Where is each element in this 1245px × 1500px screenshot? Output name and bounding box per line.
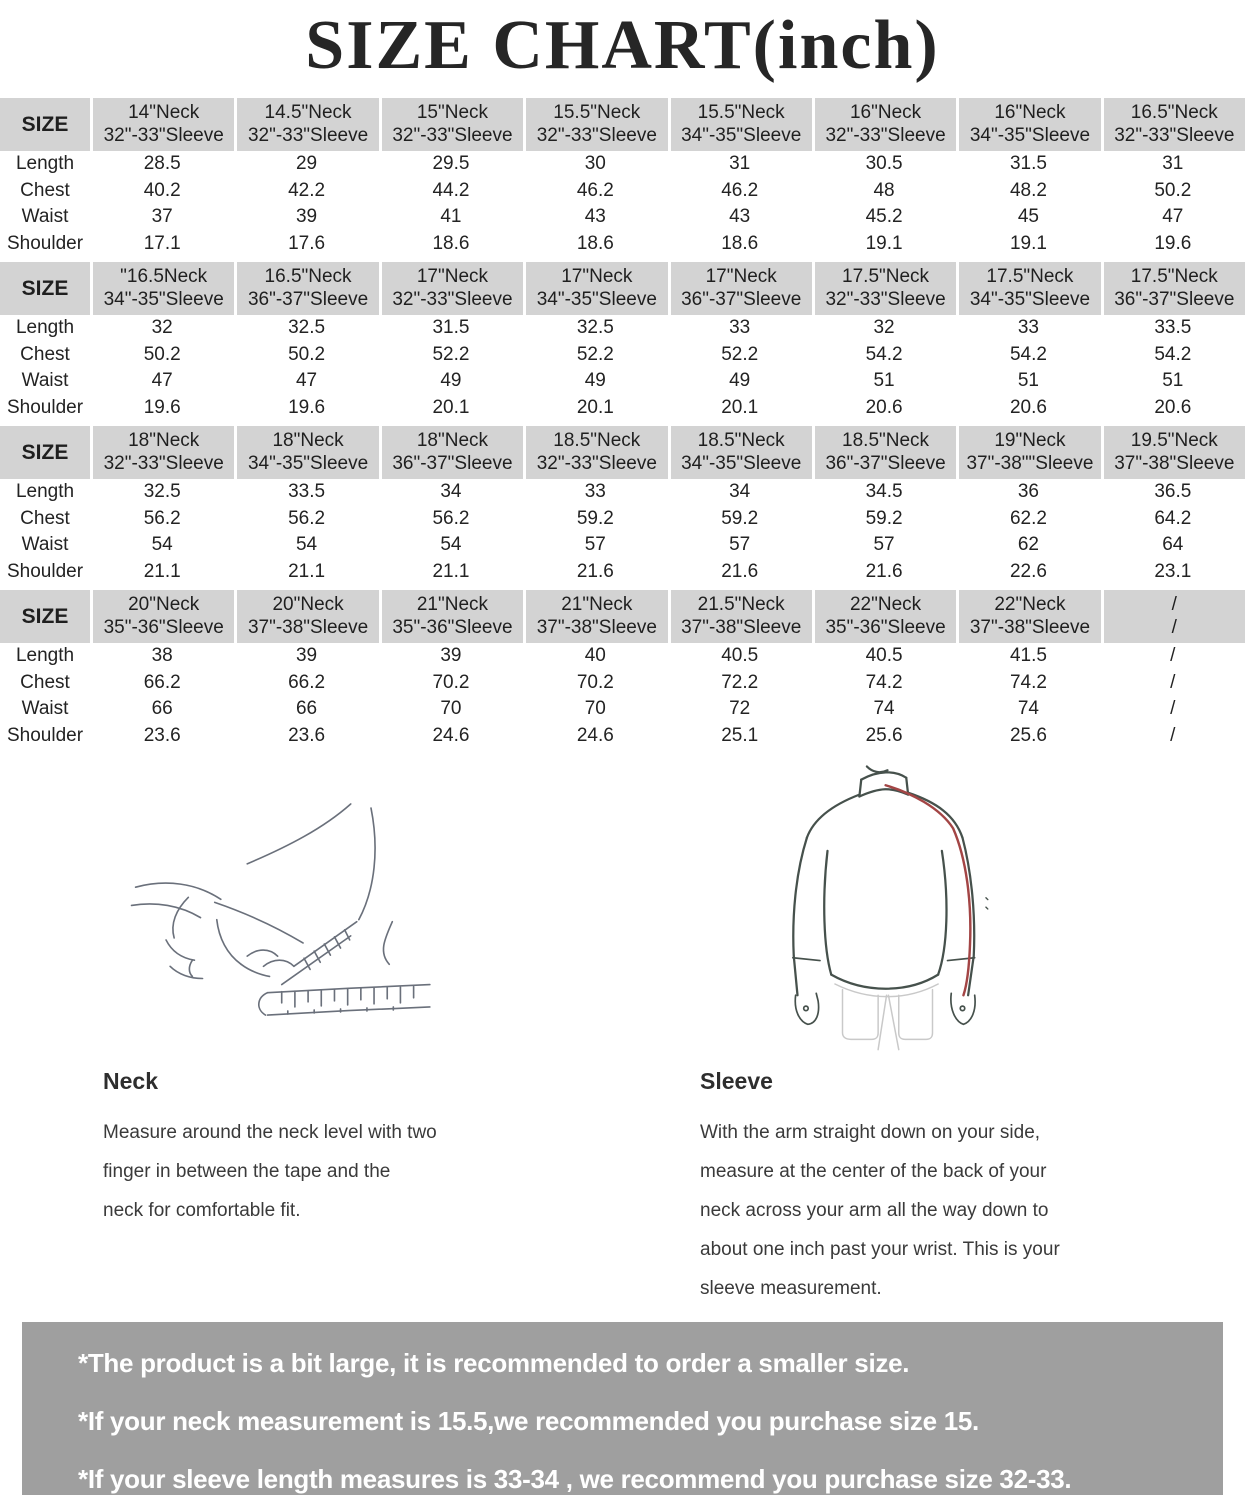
- size-header-row: [0, 426, 1245, 479]
- measurement-value: 21.6: [576, 560, 614, 582]
- measurement-value: 70: [584, 698, 606, 720]
- sleeve-guide-line: measure at the center of the back of your: [700, 1161, 1047, 1182]
- measurement-value: 47: [295, 370, 318, 392]
- column-header: 18"Neck 36"-37"Sleeve: [379, 426, 523, 479]
- row-label: Chest: [20, 343, 70, 365]
- size-header-label: SIZE: [0, 98, 90, 151]
- measurement-value: 22.6: [1009, 560, 1047, 582]
- measurement-value: 20.6: [1009, 396, 1047, 418]
- measurement-row-chest: [0, 178, 1245, 205]
- measuring-guides: [0, 1068, 1245, 1308]
- measurement-value: 66: [151, 698, 173, 720]
- size-table-section-3: [0, 426, 1245, 585]
- measurement-value: 18.6: [576, 232, 614, 254]
- measurement-value: 46.2: [576, 179, 614, 201]
- measurement-value: 74: [1017, 698, 1039, 720]
- measurement-value: 66: [295, 698, 318, 720]
- row-label: Length: [15, 481, 75, 503]
- measurement-value: 21.1: [288, 560, 326, 582]
- measurement-value: 51: [1162, 370, 1184, 392]
- measurement-value: 31: [729, 153, 751, 175]
- measurement-row-shoulder: [0, 559, 1245, 586]
- column-header: 16"Neck 32"-33"Sleeve: [812, 98, 956, 151]
- measurement-value: 54.2: [1009, 343, 1047, 365]
- column-header: 15.5"Neck 32"-33"Sleeve: [523, 98, 667, 151]
- row-label: Waist: [21, 370, 69, 392]
- measurement-value: 72: [729, 698, 751, 720]
- measurement-value: 47: [151, 370, 173, 392]
- measurement-value: 33: [729, 317, 751, 339]
- column-header: 14"Neck 32"-33"Sleeve: [90, 98, 234, 151]
- size-header-row: [0, 262, 1245, 315]
- measurement-value: 74.2: [865, 671, 903, 693]
- measurement-value: 57: [873, 534, 895, 556]
- measurement-row-chest: [0, 670, 1245, 697]
- measurement-value: 39: [295, 206, 318, 228]
- measurement-value: 41: [440, 206, 462, 228]
- measurement-row-waist: [0, 204, 1245, 231]
- measurement-value: 51: [1017, 370, 1039, 392]
- column-header: 19.5"Neck 37"-38"Sleeve: [1101, 426, 1245, 479]
- column-header: 17"Neck 34"-35"Sleeve: [523, 262, 667, 315]
- measurement-value: 24.6: [432, 724, 470, 746]
- column-header: 17.5"Neck 36"-37"Sleeve: [1101, 262, 1245, 315]
- measurement-value: 54: [440, 534, 462, 556]
- column-header: 17.5"Neck 32"-33"Sleeve: [812, 262, 956, 315]
- column-header: 22"Neck 35"-36"Sleeve: [812, 590, 956, 643]
- column-header: 19"Neck 37"-38""Sleeve: [956, 426, 1100, 479]
- measurement-value: 57: [584, 534, 606, 556]
- measurement-row-shoulder: [0, 395, 1245, 422]
- measurement-value: 32: [873, 317, 895, 339]
- measurement-value: 62: [1017, 534, 1039, 556]
- measurement-value: 30: [584, 153, 606, 175]
- measurement-value: 54: [151, 534, 173, 556]
- measurement-value: 56.2: [143, 507, 181, 529]
- measurement-value: 45: [1017, 206, 1039, 228]
- neck-measurement-illustration: [95, 767, 440, 1052]
- measurement-value: 21.1: [432, 560, 470, 582]
- row-label: Waist: [21, 698, 69, 720]
- measurement-value: 20.1: [432, 396, 470, 418]
- row-label: Length: [15, 645, 75, 667]
- measurement-row-length: [0, 315, 1245, 342]
- measurement-value: 33: [584, 481, 606, 503]
- column-header: 14.5"Neck 32"-33"Sleeve: [234, 98, 378, 151]
- column-header: 22"Neck 37"-38"Sleeve: [956, 590, 1100, 643]
- measurement-value: 50.2: [1154, 179, 1192, 201]
- size-table-section-4: [0, 590, 1245, 749]
- measurement-value: 19.1: [865, 232, 903, 254]
- measurement-value: 59.2: [865, 507, 903, 529]
- measurement-value: 70: [440, 698, 462, 720]
- measurement-value: 34: [440, 481, 462, 503]
- column-header: 20"Neck 37"-38"Sleeve: [234, 590, 378, 643]
- measurement-value: 52.2: [432, 343, 470, 365]
- measurement-value: 33.5: [1154, 317, 1192, 339]
- measurement-value: 20.6: [1154, 396, 1192, 418]
- column-header: "16.5Neck 34"-35"Sleeve: [90, 262, 234, 315]
- measurement-value: 23.1: [1154, 560, 1192, 582]
- measurement-value: 18.6: [432, 232, 470, 254]
- column-header: 18.5"Neck 36"-37"Sleeve: [812, 426, 956, 479]
- measurement-row-shoulder: [0, 723, 1245, 750]
- measurement-value: 54.2: [865, 343, 903, 365]
- measurement-value: 31: [1162, 153, 1184, 175]
- measurement-value: 32.5: [288, 317, 326, 339]
- measurement-value: 29: [295, 153, 318, 175]
- measurement-row-waist: [0, 532, 1245, 559]
- sleeve-guide: [700, 1068, 1190, 1308]
- neck-guide-line: neck for comfortable fit.: [103, 1200, 301, 1221]
- measurement-row-length: [0, 479, 1245, 506]
- column-header: 16.5"Neck 32"-33"Sleeve: [1101, 98, 1245, 151]
- measurement-value: 33: [1017, 317, 1039, 339]
- sizing-note: *The product is a bit large, it is recommended to order a smaller size.: [78, 1348, 910, 1378]
- sleeve-guide-line: With the arm straight down on your side,: [700, 1122, 1041, 1143]
- size-header-row: [0, 98, 1245, 151]
- measurement-value: 48.2: [1009, 179, 1047, 201]
- measurement-value: 23.6: [288, 724, 326, 746]
- sleeve-guide-heading: Sleeve: [700, 1068, 773, 1094]
- row-label: Length: [15, 153, 75, 175]
- measurement-value: 40.5: [865, 645, 903, 667]
- measurement-value: 25.1: [721, 724, 759, 746]
- measurement-row-length: [0, 643, 1245, 670]
- measurement-value: 23.6: [143, 724, 181, 746]
- page-title: SIZE CHART(inch): [305, 7, 940, 84]
- measurement-value: 20.6: [865, 396, 903, 418]
- measurement-value: 33.5: [288, 481, 326, 503]
- measurement-value: 42.2: [288, 179, 326, 201]
- measurement-value: 19.6: [143, 396, 181, 418]
- measurement-value: 74: [873, 698, 895, 720]
- neck-guide-heading: Neck: [103, 1068, 158, 1094]
- row-label: Chest: [20, 507, 70, 529]
- column-header: 18"Neck 32"-33"Sleeve: [90, 426, 234, 479]
- measurement-value: 48: [873, 179, 895, 201]
- measurement-value: 21.6: [721, 560, 759, 582]
- measurement-value: 34: [729, 481, 751, 503]
- measurement-value: 64.2: [1154, 507, 1192, 529]
- size-header-label: SIZE: [0, 262, 90, 315]
- measurement-value: 43: [584, 206, 606, 228]
- measurement-value: 49: [729, 370, 751, 392]
- measurement-value: 20.1: [576, 396, 614, 418]
- measurement-value: 39: [295, 645, 318, 667]
- measurement-value: 50.2: [143, 343, 181, 365]
- measurement-row-chest: [0, 342, 1245, 369]
- column-header: 17"Neck 32"-33"Sleeve: [379, 262, 523, 315]
- measurement-value: 44.2: [432, 179, 470, 201]
- measurement-value: 38: [151, 645, 173, 667]
- measurement-value: 56.2: [432, 507, 470, 529]
- measurement-value: 47: [1162, 206, 1184, 228]
- row-label: Chest: [20, 179, 70, 201]
- measurement-value: 72.2: [721, 671, 759, 693]
- row-label: Waist: [21, 534, 69, 556]
- row-label: Length: [15, 317, 75, 339]
- measurement-value: 28.5: [143, 153, 181, 175]
- row-label: Shoulder: [6, 396, 84, 418]
- measurement-value: 32.5: [576, 317, 614, 339]
- measurement-value: 36.5: [1154, 481, 1192, 503]
- illustrations-row: [0, 767, 1245, 1062]
- column-header: 16"Neck 34"-35"Sleeve: [956, 98, 1100, 151]
- neck-guide-line: finger in between the tape and the: [103, 1161, 391, 1182]
- measurement-value: 40.2: [143, 179, 181, 201]
- measurement-value: 70.2: [432, 671, 470, 693]
- size-chart-tables: [0, 98, 1245, 749]
- column-header: 15"Neck 32"-33"Sleeve: [379, 98, 523, 151]
- measurement-value: /: [1170, 698, 1176, 720]
- measurement-value: 21.6: [865, 560, 903, 582]
- column-header: / /: [1101, 590, 1245, 643]
- measurement-value: 57: [729, 534, 751, 556]
- sleeve-guide-line: about one inch past your wrist. This is your: [700, 1239, 1060, 1260]
- measurement-value: 41.5: [1009, 645, 1047, 667]
- column-header: 20"Neck 35"-36"Sleeve: [90, 590, 234, 643]
- row-label: Shoulder: [6, 560, 84, 582]
- size-table-section-1: [0, 98, 1245, 257]
- measurement-value: 24.6: [576, 724, 614, 746]
- measurement-value: 43: [729, 206, 751, 228]
- measurement-value: 37: [151, 206, 173, 228]
- size-table-section-2: [0, 262, 1245, 421]
- measurement-value: 39: [440, 645, 462, 667]
- column-header: 21"Neck 35"-36"Sleeve: [379, 590, 523, 643]
- measurement-value: 54.2: [1154, 343, 1192, 365]
- measurement-value: 62.2: [1009, 507, 1047, 529]
- column-header: 18.5"Neck 34"-35"Sleeve: [668, 426, 812, 479]
- size-header-label: SIZE: [0, 590, 90, 643]
- measurement-row-waist: [0, 368, 1245, 395]
- measurement-value: 49: [584, 370, 606, 392]
- column-header: 17.5"Neck 34"-35"Sleeve: [956, 262, 1100, 315]
- column-header: 18"Neck 34"-35"Sleeve: [234, 426, 378, 479]
- measurement-value: 29.5: [432, 153, 470, 175]
- measurement-value: 25.6: [865, 724, 903, 746]
- measurement-value: 25.6: [1009, 724, 1047, 746]
- row-label: Waist: [21, 206, 69, 228]
- measurement-value: 36: [1017, 481, 1039, 503]
- measurement-value: 50.2: [288, 343, 326, 365]
- row-label: Chest: [20, 671, 70, 693]
- column-header: 16.5"Neck 36"-37"Sleeve: [234, 262, 378, 315]
- sleeve-guide-line: neck across your arm all the way down to: [700, 1200, 1049, 1221]
- measurement-value: /: [1170, 724, 1176, 746]
- measurement-value: 32: [151, 317, 173, 339]
- measurement-value: 49: [440, 370, 462, 392]
- measurement-value: 54: [295, 534, 318, 556]
- measurement-value: 21.1: [143, 560, 181, 582]
- measurement-row-waist: [0, 696, 1245, 723]
- neck-guide: [103, 1068, 573, 1308]
- measurement-value: 52.2: [721, 343, 759, 365]
- measurement-value: 56.2: [288, 507, 326, 529]
- sizing-note: *If your neck measurement is 15.5,we recommended you purchase size 15.: [78, 1406, 979, 1436]
- measurement-value: 52.2: [576, 343, 614, 365]
- sizing-notes-box: [22, 1322, 1223, 1495]
- measurement-value: 40.5: [721, 645, 759, 667]
- measurement-value: 34.5: [865, 481, 903, 503]
- measurement-value: 66.2: [288, 671, 326, 693]
- measurement-value: 19.1: [1009, 232, 1047, 254]
- measurement-value: 31.5: [432, 317, 470, 339]
- size-header-label: SIZE: [0, 426, 90, 479]
- measurement-value: 18.6: [721, 232, 759, 254]
- measurement-value: 45.2: [865, 206, 903, 228]
- measurement-row-length: [0, 151, 1245, 178]
- measurement-value: 32.5: [143, 481, 181, 503]
- measurement-value: 66.2: [143, 671, 181, 693]
- measurement-value: 17.6: [288, 232, 326, 254]
- measurement-value: 51: [873, 370, 895, 392]
- measurement-value: 19.6: [288, 396, 326, 418]
- column-header: 21.5"Neck 37"-38"Sleeve: [668, 590, 812, 643]
- measurement-value: 74.2: [1009, 671, 1047, 693]
- row-label: Shoulder: [6, 232, 84, 254]
- measurement-row-chest: [0, 506, 1245, 533]
- column-header: 18.5"Neck 32"-33"Sleeve: [523, 426, 667, 479]
- measurement-value: /: [1170, 645, 1176, 667]
- column-header: 15.5"Neck 34"-35"Sleeve: [668, 98, 812, 151]
- measurement-value: 30.5: [865, 153, 903, 175]
- measurement-value: /: [1170, 671, 1176, 693]
- measurement-value: 17.1: [143, 232, 181, 254]
- column-header: 17"Neck 36"-37"Sleeve: [668, 262, 812, 315]
- column-header: 21"Neck 37"-38"Sleeve: [523, 590, 667, 643]
- row-label: Shoulder: [6, 724, 84, 746]
- measurement-value: 70.2: [576, 671, 614, 693]
- neck-guide-line: Measure around the neck level with two: [103, 1122, 437, 1143]
- measurement-value: 20.1: [721, 396, 759, 418]
- sleeve-measurement-illustration: [755, 759, 1020, 1059]
- measurement-value: 40: [584, 645, 606, 667]
- sizing-note: *If your sleeve length measures is 33-34 , we recommend you purchase size 32-33.: [78, 1464, 1072, 1494]
- sleeve-guide-line: sleeve measurement.: [700, 1278, 882, 1299]
- size-header-row: [0, 590, 1245, 643]
- measurement-row-shoulder: [0, 231, 1245, 258]
- measurement-value: 59.2: [721, 507, 759, 529]
- measurement-value: 31.5: [1009, 153, 1047, 175]
- measurement-value: 46.2: [721, 179, 759, 201]
- measurement-value: 59.2: [576, 507, 614, 529]
- measurement-value: 64: [1162, 534, 1184, 556]
- measurement-value: 19.6: [1154, 232, 1192, 254]
